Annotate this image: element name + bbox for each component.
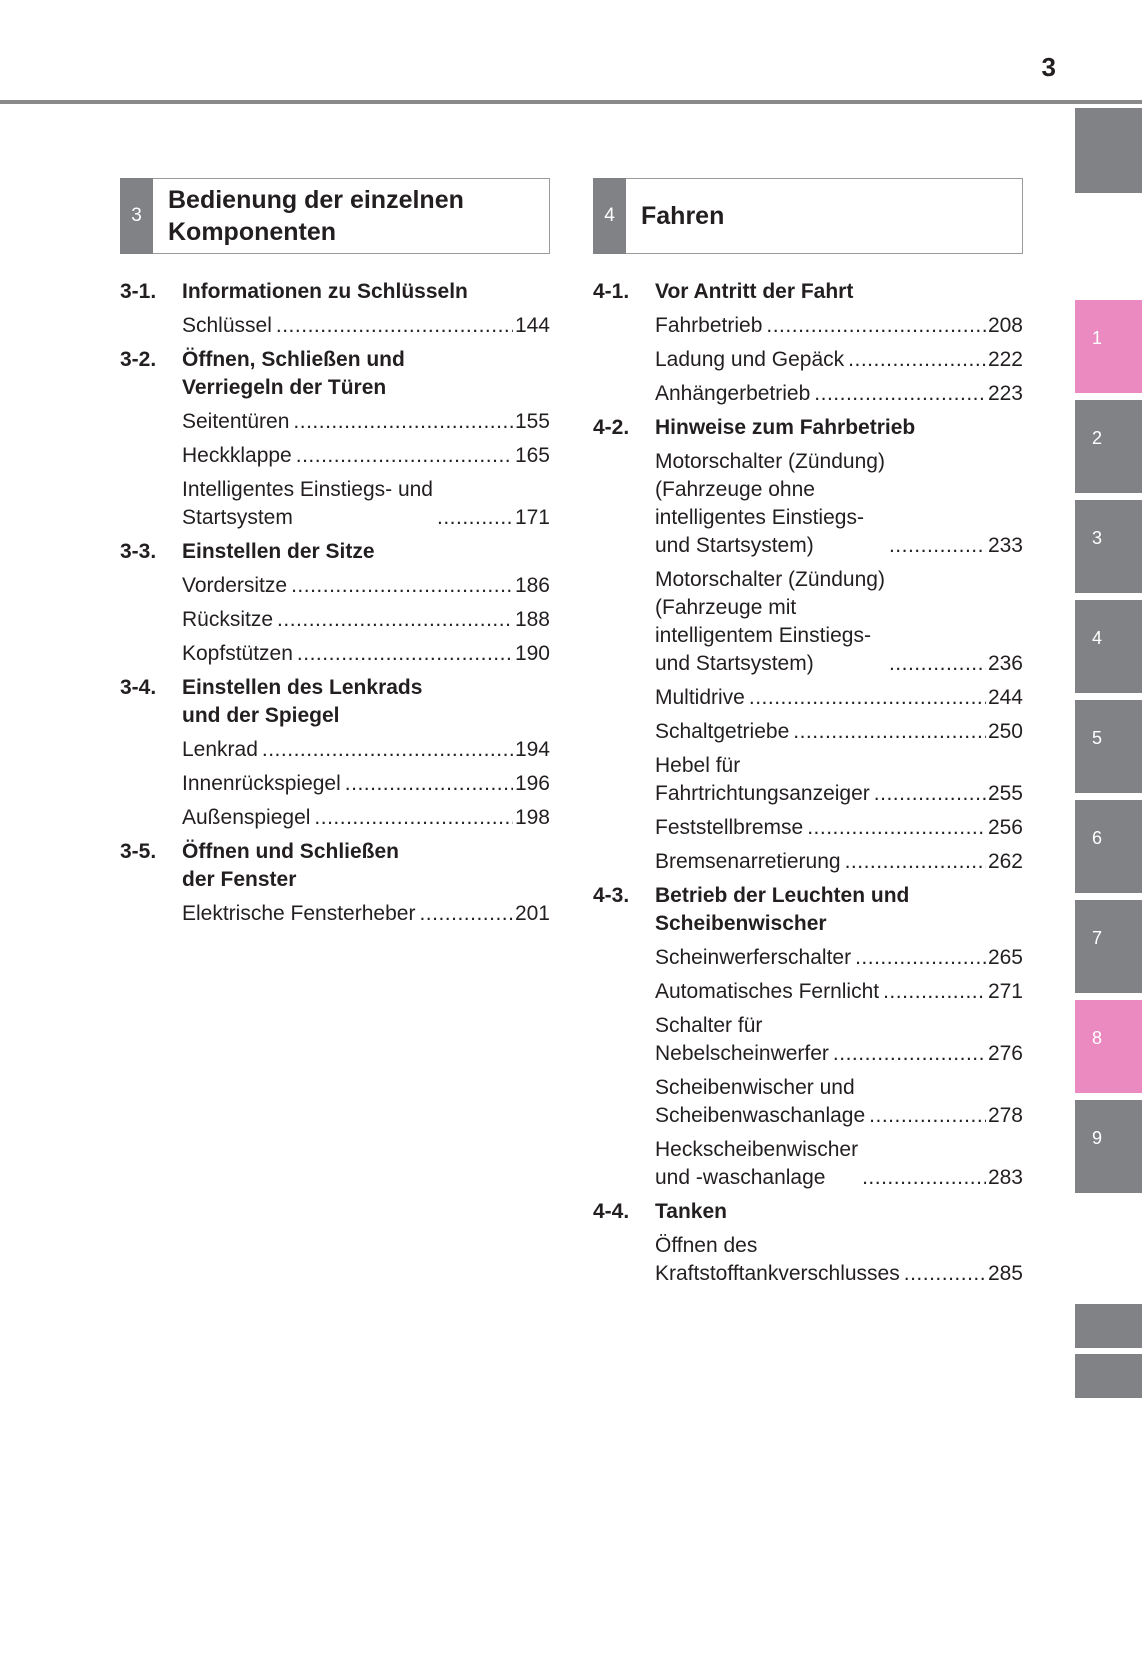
dot-leader	[749, 684, 986, 712]
toc-section	[593, 278, 1023, 408]
section-heading[interactable]	[593, 882, 1023, 938]
entry-page-number: 256	[987, 816, 1023, 839]
entry-page-number: 236	[987, 652, 1023, 675]
chapter-column-right	[593, 178, 1023, 1288]
entry-page-number: 165	[514, 444, 550, 467]
entry-title: Anhängerbetrieb	[655, 382, 811, 405]
section-number: 3-2.	[120, 348, 157, 371]
toc-entry[interactable]	[120, 640, 550, 668]
section-heading[interactable]	[120, 346, 550, 402]
toc-entry[interactable]	[593, 944, 1023, 972]
chapter-tab-label: 1	[1092, 328, 1103, 348]
dot-leader	[855, 944, 986, 972]
dot-leader	[419, 900, 513, 928]
toc-section	[120, 346, 550, 532]
chapter-tab	[1075, 600, 1142, 693]
section-title: Öffnen, Schließen und Verriegeln der Türen	[182, 348, 405, 399]
toc-entry[interactable]	[593, 752, 1023, 808]
dot-leader	[814, 380, 986, 408]
chapter-tab-label: 2	[1092, 428, 1103, 448]
chapter-tab	[1075, 700, 1142, 793]
chapter-title: Fahren	[641, 202, 725, 230]
entry-page-number: 271	[987, 980, 1023, 1003]
section-title: Hinweise zum Fahrbetrieb	[655, 416, 916, 439]
toc-entry[interactable]	[120, 408, 550, 436]
dot-leader	[874, 780, 986, 808]
entry-page-number: 186	[514, 574, 550, 597]
entry-page-number: 285	[987, 1262, 1023, 1285]
entry-page-number: 155	[514, 410, 550, 433]
section-number: 4-3.	[593, 884, 630, 907]
dot-leader	[262, 736, 513, 764]
chapter-title: Bedienung der einzelnen Komponenten	[168, 186, 464, 246]
entry-title: Elektrische Fensterheber	[182, 902, 416, 925]
chapter-tab-label: 8	[1092, 1028, 1103, 1048]
chapter-tab	[1075, 900, 1142, 993]
toc-entry[interactable]	[120, 312, 550, 340]
dot-leader	[766, 312, 986, 340]
entry-title: Schaltgetriebe	[655, 720, 790, 743]
chapter-tab-label: 6	[1092, 828, 1103, 848]
toc-section	[120, 538, 550, 668]
section-title: Informationen zu Schlüsseln	[182, 280, 468, 303]
chapter-header	[593, 178, 1023, 254]
chapter-tab	[1075, 400, 1142, 493]
entry-title: Bremsenarretierung	[655, 850, 841, 873]
dot-leader	[848, 346, 986, 374]
toc-section	[120, 278, 550, 340]
dot-leader	[862, 1164, 986, 1192]
entry-title: Motorschalter (Zündung) (Fahrzeuge ohne intelligentes Einstiegs- und Startsystem)	[655, 450, 885, 557]
toc-entry[interactable]	[593, 684, 1023, 712]
chapter-number: 3	[120, 178, 153, 254]
toc-entry[interactable]	[593, 814, 1023, 842]
toc-entry[interactable]	[593, 380, 1023, 408]
entry-page-number: 233	[987, 534, 1023, 557]
dot-leader	[807, 814, 986, 842]
section-heading[interactable]	[120, 538, 550, 566]
entry-title: Seitentüren	[182, 410, 290, 433]
dot-leader	[437, 504, 513, 532]
chapter-tab-label: 5	[1092, 728, 1103, 748]
dot-leader	[276, 312, 513, 340]
entry-title: Heckscheibenwischer und -waschanlage	[655, 1138, 859, 1189]
entry-title: Fahrbetrieb	[655, 314, 763, 337]
entry-title: Schalter für Nebelscheinwerfer	[655, 1014, 829, 1065]
entry-title: Intelligentes Einstiegs- und Startsystem	[182, 478, 433, 529]
toc-entry[interactable]	[120, 736, 550, 764]
entry-page-number: 276	[987, 1042, 1023, 1065]
chapter-tab-label: 7	[1092, 928, 1103, 948]
section-number: 3-3.	[120, 540, 157, 563]
entry-page-number: 196	[514, 772, 550, 795]
entry-page-number: 255	[987, 782, 1023, 805]
entry-title: Vordersitze	[182, 574, 288, 597]
dot-leader	[345, 770, 513, 798]
entry-page-number: 222	[987, 348, 1023, 371]
toc-entry[interactable]	[593, 978, 1023, 1006]
page-number: 3	[1041, 52, 1056, 82]
dot-leader	[293, 408, 513, 436]
entry-title: Ladung und Gepäck	[655, 348, 845, 371]
chapter-tab	[1075, 1354, 1142, 1398]
entry-page-number: 283	[987, 1166, 1023, 1189]
dot-leader	[296, 442, 513, 470]
entry-title: Feststellbremse	[655, 816, 804, 839]
entry-page-number: 171	[514, 506, 550, 529]
chapter-header	[120, 178, 550, 254]
section-list	[593, 278, 1023, 1288]
entry-title: Motorschalter (Zündung) (Fahrzeuge mit intelligentem Einstiegs- und Startsystem)	[655, 568, 885, 675]
section-title: Einstellen des Lenkrads und der Spiegel	[182, 676, 423, 727]
toc-entry[interactable]	[120, 606, 550, 634]
entry-page-number: 265	[987, 946, 1023, 969]
dot-leader	[889, 650, 986, 678]
chapter-tab	[1075, 108, 1142, 193]
toc-entry[interactable]	[593, 1232, 1023, 1288]
entry-page-number: 208	[987, 314, 1023, 337]
entry-page-number: 278	[987, 1104, 1023, 1127]
section-title: Betrieb der Leuchten und Scheibenwischer	[655, 884, 910, 935]
toc-entry[interactable]	[593, 1136, 1023, 1192]
toc-entry[interactable]	[120, 572, 550, 600]
section-number: 3-1.	[120, 280, 157, 303]
dot-leader	[793, 718, 986, 746]
entry-page-number: 244	[987, 686, 1023, 709]
section-title: Tanken	[655, 1200, 727, 1223]
dot-leader	[883, 978, 986, 1006]
entry-title: Schlüssel	[182, 314, 272, 337]
entry-page-number: 201	[514, 902, 550, 925]
toc-section	[593, 414, 1023, 876]
chapter-column-left	[120, 178, 550, 928]
dot-leader	[297, 640, 513, 668]
entry-title: Hebel für Fahrtrichtungsanzeiger	[655, 754, 870, 805]
dot-leader	[845, 848, 986, 876]
toc-entry[interactable]	[593, 312, 1023, 340]
header-rule	[0, 100, 1142, 104]
toc-entry[interactable]	[120, 476, 550, 532]
chapter-tab	[1075, 500, 1142, 593]
section-number: 3-5.	[120, 840, 157, 863]
section-heading[interactable]	[593, 414, 1023, 442]
entry-title: Öffnen des Kraftstofftankverschlusses	[655, 1234, 900, 1285]
section-heading[interactable]	[120, 838, 550, 894]
entry-title: Scheinwerferschalter	[655, 946, 852, 969]
section-title: Vor Antritt der Fahrt	[655, 280, 854, 303]
chapter-tab	[1075, 1304, 1142, 1348]
toc-entry[interactable]	[593, 1012, 1023, 1068]
entry-title: Außenspiegel	[182, 806, 311, 829]
dot-leader	[869, 1102, 986, 1130]
toc-entry[interactable]	[120, 804, 550, 832]
section-heading[interactable]	[593, 278, 1023, 306]
chapter-tab-label: 4	[1092, 628, 1103, 648]
section-title: Öffnen und Schließen der Fenster	[182, 840, 400, 891]
section-heading[interactable]	[120, 278, 550, 306]
entry-page-number: 188	[514, 608, 550, 631]
toc-section	[593, 882, 1023, 1192]
entry-page-number: 223	[987, 382, 1023, 405]
entry-title: Rücksitze	[182, 608, 274, 631]
dot-leader	[889, 532, 986, 560]
section-heading[interactable]	[120, 674, 550, 730]
section-number: 3-4.	[120, 676, 157, 699]
toc-entry[interactable]	[593, 346, 1023, 374]
toc-entry[interactable]	[120, 442, 550, 470]
dot-leader	[291, 572, 513, 600]
chapter-tab-label: 9	[1092, 1128, 1103, 1148]
chapter-tab-label: 3	[1092, 528, 1103, 548]
chapter-tab	[1075, 300, 1142, 393]
toc-section	[120, 838, 550, 928]
entry-page-number: 262	[987, 850, 1023, 873]
toc-section	[593, 1198, 1023, 1288]
toc-entry[interactable]	[593, 1074, 1023, 1130]
section-number: 4-1.	[593, 280, 630, 303]
entry-page-number: 194	[514, 738, 550, 761]
dot-leader	[833, 1040, 986, 1068]
toc-entry[interactable]	[120, 770, 550, 798]
entry-page-number: 190	[514, 642, 550, 665]
entry-page-number: 144	[514, 314, 550, 337]
toc-entry[interactable]	[593, 848, 1023, 876]
entry-title: Innenrückspiegel	[182, 772, 341, 795]
section-heading[interactable]	[593, 1198, 1023, 1226]
toc-entry[interactable]	[120, 900, 550, 928]
toc-entry[interactable]	[593, 566, 1023, 678]
entry-title: Scheibenwischer und Scheibenwaschanlage	[655, 1076, 866, 1127]
chapter-tab	[1075, 1100, 1142, 1193]
toc-entry[interactable]	[593, 718, 1023, 746]
section-number: 4-2.	[593, 416, 630, 439]
section-list	[120, 278, 550, 928]
dot-leader	[314, 804, 513, 832]
entry-page-number: 250	[987, 720, 1023, 743]
entry-title: Multidrive	[655, 686, 745, 709]
section-title: Einstellen der Sitze	[182, 540, 375, 563]
entry-title: Automatisches Fernlicht	[655, 980, 880, 1003]
chapter-number: 4	[593, 178, 626, 254]
entry-title: Kopfstützen	[182, 642, 293, 665]
toc-entry[interactable]	[593, 448, 1023, 560]
entry-title: Lenkrad	[182, 738, 258, 761]
chapter-tab	[1075, 1000, 1142, 1093]
dot-leader	[277, 606, 513, 634]
entry-page-number: 198	[514, 806, 550, 829]
toc-section	[120, 674, 550, 832]
dot-leader	[904, 1260, 986, 1288]
entry-title: Heckklappe	[182, 444, 292, 467]
section-number: 4-4.	[593, 1200, 630, 1223]
chapter-tab	[1075, 800, 1142, 893]
